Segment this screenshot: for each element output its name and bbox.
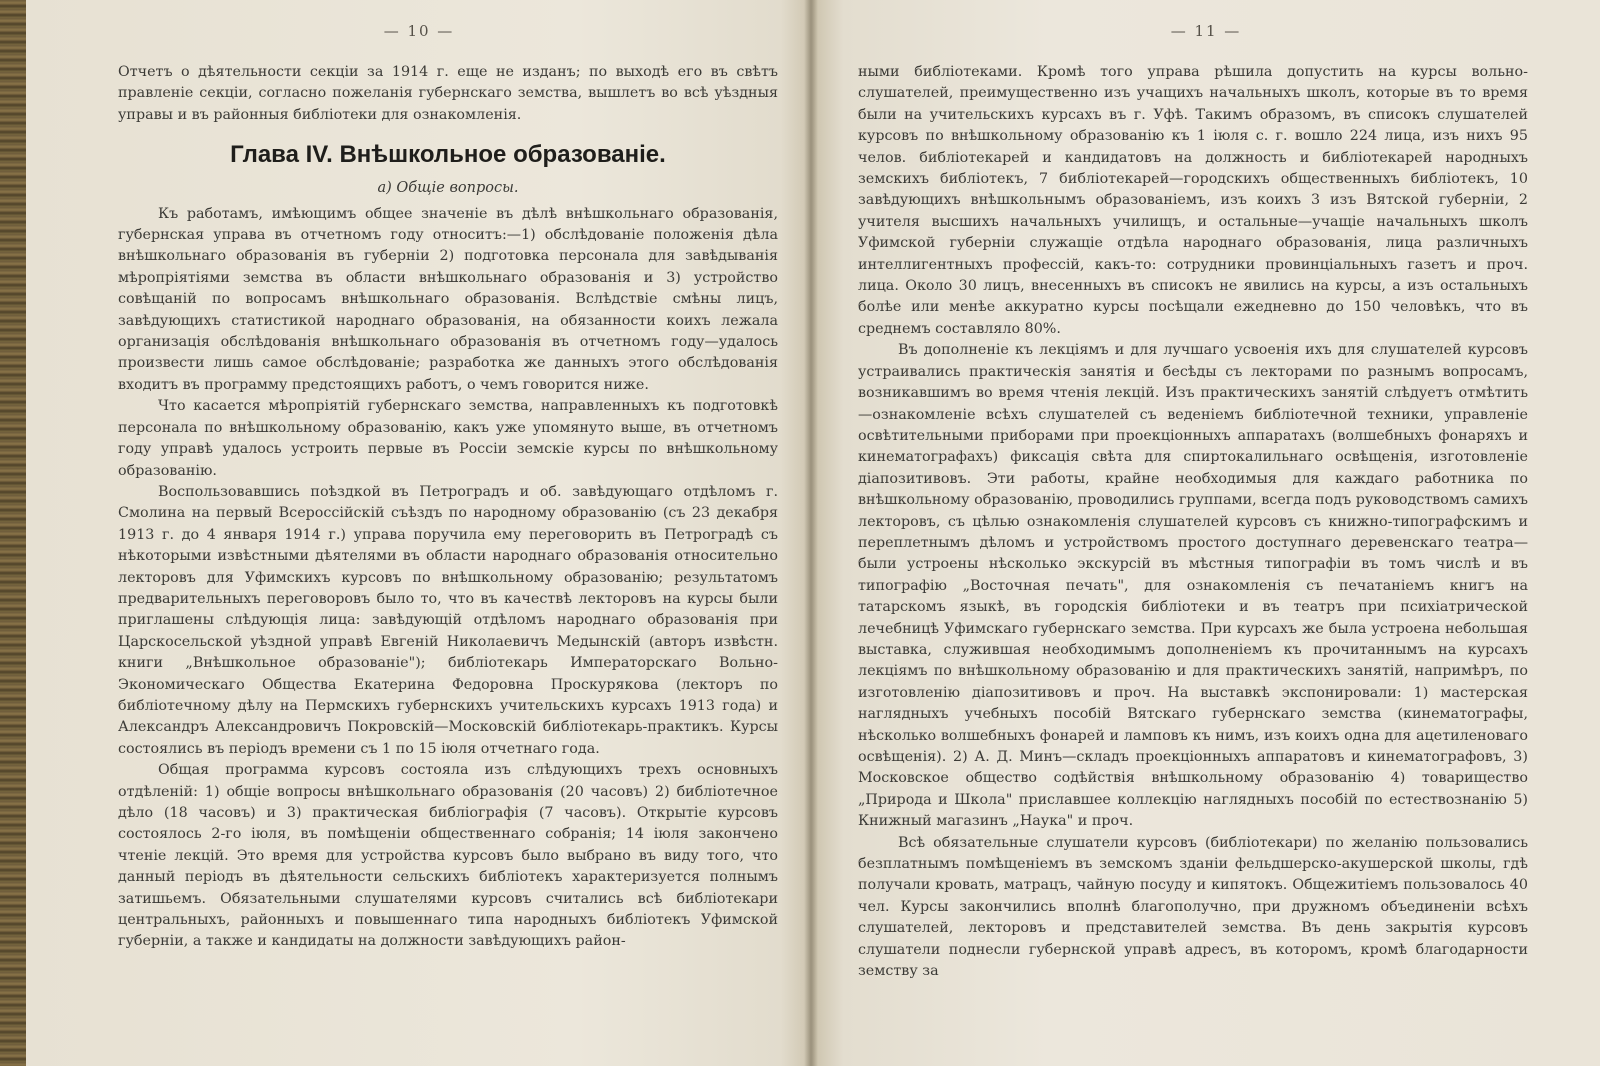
right-page xyxy=(812,0,1600,1066)
paragraph: Воспользовавшись поѣздкой въ Петроградъ и об. завѣдующаго отдѣломъ г. Смолина на первый Всероссійскій съѣздъ по народному образованію (съ 23 декабря 1913 г. до 4 января 1914 г.) управа поручила ему переговорить въ Петроградѣ съ нѣкоторыми извѣстными дѣятелями въ области народнаго образованія относительно лекторовъ для Уфимскихъ курсовъ по внѣшкольному образованію; результатомъ предварительныхъ переговоровъ было то, что въ качествѣ лекторовъ на курсы были приглашены слѣдующія лица: завѣдующій отдѣломъ народнаго образованія при Царскосельской уѣздной управѣ Евгеній Николаевичъ Медынскій (авторъ извѣстн. книги „Внѣшкольное образованіе"); библіотекарь Императорскаго Вольно-Экономическаго Общества Екатерина Федоровна Проскурякова (лекторъ по библіотечному дѣлу на Пермскихъ губернскихъ учительскихъ курсахъ 1913 года) и Александръ Александровичъ Покровскій—Московскій библіотекарь-практикъ. Курсы состоялись въ періодъ времени съ 1 по 15 іюля отчетнаго года. xyxy=(118,483,778,757)
section-subheading: а) Общіе вопросы. xyxy=(377,180,519,197)
paragraph: Что касается мѣропріятій губернскаго земства, направленныхъ къ подготовкѣ персонала по внѣшкольному образованію, какъ уже упомянуто выше, въ отчетномъ году управѣ удалось устроить первые въ Россіи земскіе курсы по внѣшкольному образованію. xyxy=(118,398,778,479)
page-number-right: — 11 — xyxy=(1170,22,1242,40)
intro-paragraph: Отчетъ о дѣятельности секціи за 1914 г. еще не изданъ; по выходѣ его въ свѣтъ правленіе секціи, согласно пожеланія губернскаго земства, вышлетъ во всѣ уѣздныя управы и въ районныя библіотеки для ознакомленія. xyxy=(118,64,778,123)
paragraph: Общая программа курсовъ состояла изъ слѣдующихъ трехъ основныхъ отдѣленій: 1) общіе вопросы внѣшкольнаго образованія (20 часовъ) 2) библіотечное дѣло (18 часовъ) и 3) практическая библіографія (7 часовъ). Открытіе курсовъ состоялось 2-го іюля, въ помѣщеніи общественнаго собранія; 14 іюля закончено чтеніе лекцій. Это время для устройства курсовъ было выбрано въ виду того, что данный періодъ въ дѣятельности сельскихъ библіотекъ характеризуется полнымъ затишьемъ. Обязательными слушателями курсовъ считались всѣ библіотекари центральныхъ, районныхъ и повышеннаго типа народныхъ библіотекъ Уфимской губерніи, а также и кандидаты на должности завѣдующихъ район- xyxy=(118,762,778,950)
paragraph: Въ дополненіе къ лекціямъ и для лучшаго усвоенія ихъ для слушателей курсовъ устраивались практическія занятія и бесѣды съ лекторами по разнымъ вопросамъ, возникавшимъ во время чтенія лекцій. Изъ практическихъ занятій слѣдуетъ отмѣтить—ознакомленіе всѣхъ слушателей съ веденіемъ библіотечной техники, управленіе освѣтительными приборами при проекціонныхъ аппаратахъ (волшебныхъ фонаряхъ и кинематографахъ) фиксація свѣта для спиртокалильнаго освѣщенія, изготовленіе діапозитивовъ. Эти работы, крайне необходимыя для каждаго работника по внѣшкольному образованію, проводились группами, всегда подъ руководствомъ самихъ лекторовъ, съ цѣлью ознакомленія слушателей курсовъ съ книжно-типографскимъ и переплетнымъ дѣломъ и устройствомъ простого доступнаго деревенскаго театра—были устроены нѣсколько экскурсій въ мѣстныя типографіи въ томъ числѣ и въ типографію „Восточная печать", для ознакомленія съ печатаніемъ книгъ на татарскомъ языкѣ, въ городскія библіотеки и въ театръ при психіатрической лечебницѣ Уфимскаго губернскаго земства. При курсахъ же была устроена небольшая выставка, служившая необходимымъ дополненіемъ къ прочитаннымъ на курсахъ лекціямъ по внѣшкольному образованію и для практическихъ занятій, напримѣръ, по изготовленію діапозитивовъ и проч. На выставкѣ экспонировали: 1) мастерская наглядныхъ учебныхъ пособій Вятскаго губернскаго земства (кинематографы, нѣсколько волшебныхъ фонарей и ламповъ къ нимъ, изъ коихъ одна для ацетиленоваго освѣщенія). 2) А. Д. Минъ—складъ проекціонныхъ аппаратовъ и кинематографовъ, 3) Московское общество содѣйствія внѣшкольному образованію 4) товарищество „Природа и Школа" приславшее коллекцію наглядныхъ пособій по естествознанію 5) Книжный магазинъ „Наука" и проч. xyxy=(858,342,1528,830)
book-gutter xyxy=(804,0,818,1066)
page-number-left: — 10 — xyxy=(383,22,455,40)
book-binding-edge xyxy=(0,0,26,1066)
chapter-heading: Глава IV. Внѣшкольное образованіе. xyxy=(230,141,666,169)
left-page-text xyxy=(118,62,778,953)
left-page xyxy=(26,0,812,1066)
paragraph: ными библіотеками. Кромѣ того управа рѣшила допустить на курсы вольно-слушателей, преимущественно изъ учащихъ начальныхъ школъ, которые въ то время были на учительскихъ курсахъ въ г. Уфѣ. Такимъ образомъ, въ списокъ слушателей курсовъ по внѣшкольному образованію къ 1 іюля с. г. вошло 224 лица, изъ нихъ 95 челов. библіотекарей и кандидатовъ на должность и библіотекарей народныхъ земскихъ библіотекъ, 7 библіотекарей—городскихъ общественныхъ библіотекъ, 10 завѣдующихъ внѣшкольнымъ образованіемъ, изъ коихъ 3 изъ Вятской губерніи, 2 учителя высшихъ начальныхъ училищъ, и остальные—учащіе начальныхъ школъ Уфимской губерніи служащіе отдѣла народнаго образованія, лица различныхъ интеллигентныхъ профессій, какъ-то: сотрудники провинціальныхъ газетъ и проч. лица. Около 30 лицъ, внесенныхъ въ списокъ не явились на курсы, а изъ остальныхъ болѣе или менѣе аккуратно курсы посѣщали ежедневно до 150 человѣкъ, что въ среднемъ составляло 80%. xyxy=(858,64,1528,337)
paragraph: Къ работамъ, имѣющимъ общее значеніе въ дѣлѣ внѣшкольнаго образованія, губернская управа въ отчетномъ году относитъ:—1) обслѣдованіе положенія дѣла внѣшкольнаго образованія въ губерніи 2) подготовка персонала для завѣдыванія мѣропріятіями земства въ области внѣшкольнаго образованія и 3) устройство совѣщаній по вопросамъ внѣшкольнаго образованія. Вслѣдствіе смѣны лицъ, завѣдующихъ статистикой народнаго образованія, на обязанности коихъ лежала организація обслѣдованія внѣшкольнаго образованія въ отчетномъ году—удалось произвести лишь самое обслѣдованіе; разработка же данныхъ этого обслѣдованія входитъ въ программу предстоящихъ работъ, о чемъ говорится ниже. xyxy=(118,205,778,393)
paragraph: Всѣ обязательные слушатели курсовъ (библіотекари) по желанію пользовались безплатнымъ помѣщеніемъ въ земскомъ зданіи фельдшерско-акушерской школы, гдѣ получали кровать, матрацъ, чайную посуду и кипятокъ. Общежитіемъ пользовалось 40 чел. Курсы закончились вполнѣ благополучно, при дружномъ объединеніи всѣхъ слушателей, лекторовъ и представителей земства. Въ день закрытія курсовъ слушатели поднесли губернской управѣ адресъ, въ которомъ, кромѣ благодарности земству за xyxy=(858,834,1528,980)
right-page-text xyxy=(858,62,1528,982)
